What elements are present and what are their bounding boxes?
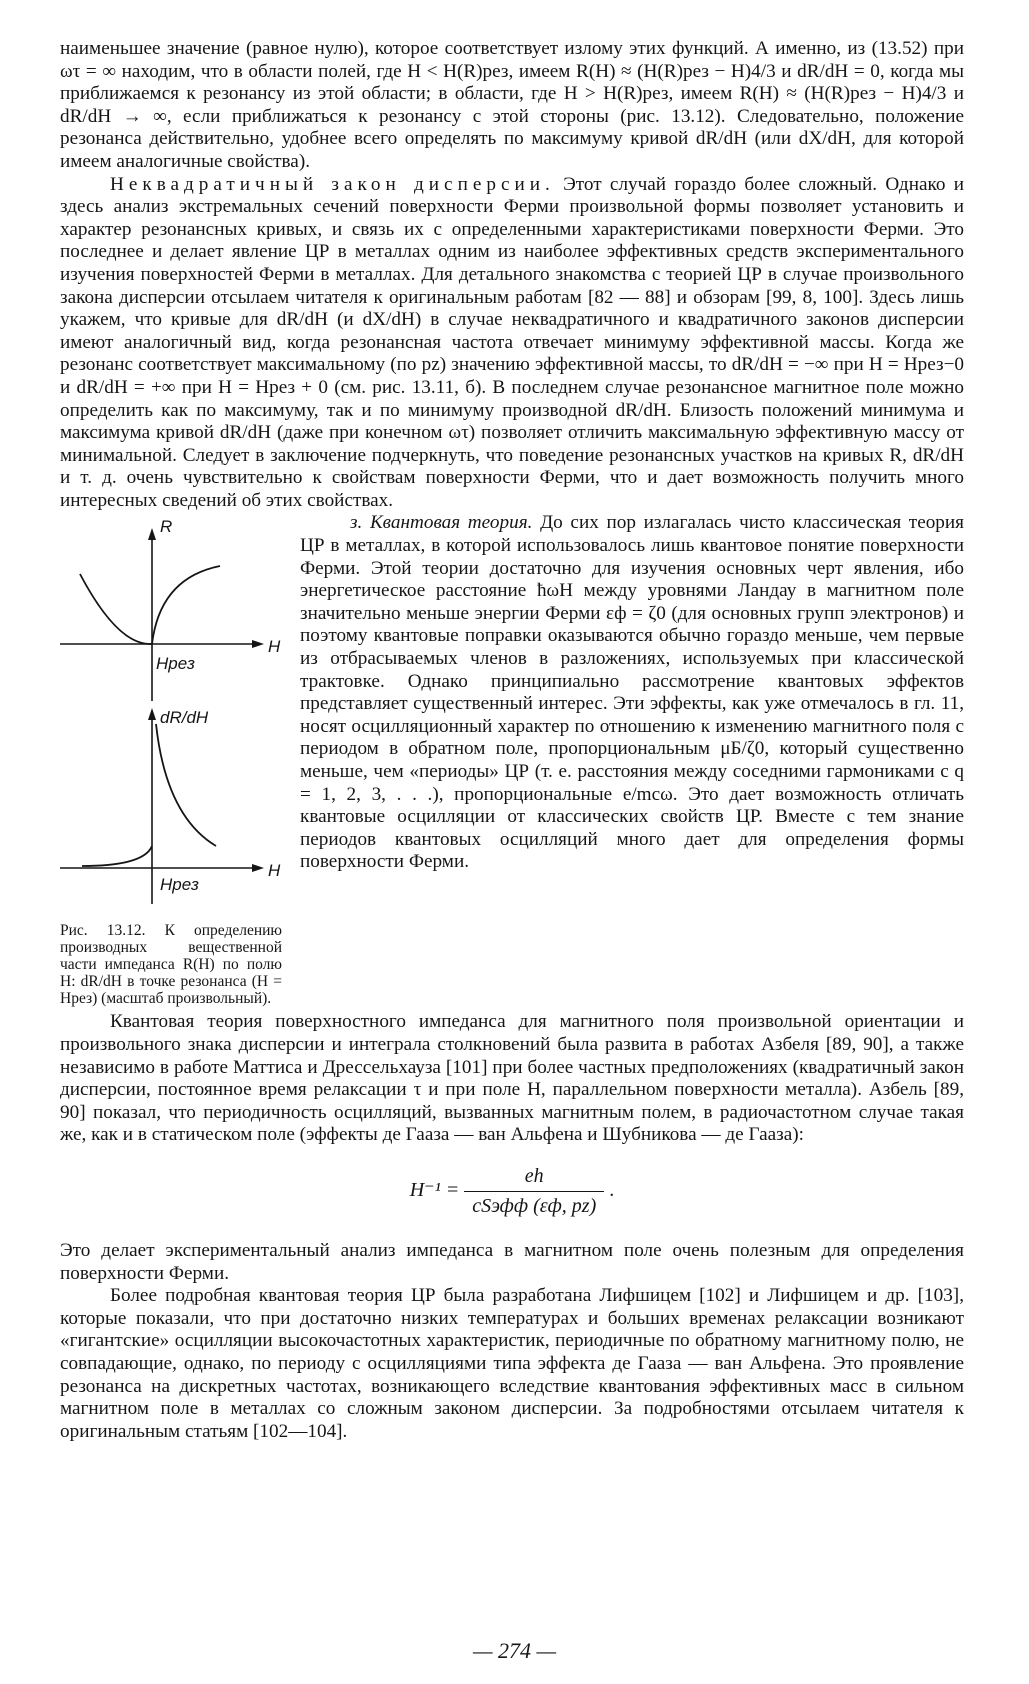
bottom-tick-label: Hрез	[160, 875, 199, 895]
bottom-x-label: H	[268, 861, 281, 881]
subsection-title: з. Квантовая теория.	[350, 512, 533, 534]
section-title: Неквадратичный закон дисперсии.	[110, 173, 555, 195]
formula-denominator: cSэфф (εф, pz)	[472, 1195, 597, 1218]
top-x-label: H	[268, 637, 281, 657]
formula-period-mark: .	[609, 1179, 615, 1202]
paragraph-intro: наименьшее значение (равное нулю), которое соответствует излому этих функций. А именно, из (13.52) при ωτ = ∞ находим, что в области полей, где H < H(R)рез, имеем R(H) ≈ (H(R)рез − H)4/3 и dR/dH = 0, когда мы приближаемся к резонансу из этой области; в области, где H > H(R)рез, имеем R(H) ≈ (H(R)рез − H)4/3 и dR/dH → ∞, если приближаться к резонансу с этой стороны (рис. 13.12). Следовательно, положение резонанса действительно, удобнее всего определять по максимуму кривой dR/dH (или dX/dH, для которой имеем аналогичные свойства).	[60, 38, 964, 172]
top-y-label: R	[160, 517, 173, 537]
top-y-arrow-icon	[148, 528, 156, 540]
paragraph-nonquadratic-text: Этот случай гораздо более сложный. Однако и здесь анализ экстремальных сечений поверхности Ферми произвольной формы позволяет установить и характер резонансных кривых, и связь их с определенными характеристиками поверхности Ферми. Это последнее и делает явление ЦР в металлах одним из наиболее эффективных средств экспериментального изучения поверхностей Ферми в металлах. Для детального знакомства с теорией ЦР в случае произвольного закона дисперсии отсылаем читателя к оригинальным работам [82 — 88] и обзорам [99, 8, 100]. Здесь лишь укажем, что кривые для dR/dH (и dX/dH) в случае неквадратичного и квадратичного законов дисперсии имеют аналогичный вид, когда резонансная частота отвечает минимуму эффективной массы. Когда же резонанс соответствует максимальному (по pz) значению эффективной массы, то dR/dH = −∞ при H = Hрез−0 и dR/dH = +∞ при H = Hрез + 0 (см. рис. 13.11, б). В последнем случае резонансное магнитное поле можно определить как по максимуму, так и по минимуму производной dR/dH. Близость положений минимума и максимума кривой dR/dH (даже при конечном ωτ) позволяет отличить максимальную эффективную массу от минимальной. Следует в заключение подчеркнуть, что поведение резонансных участков на кривых R, dR/dH и т. д. очень чувствительно к свойствам поверхности Ферми, что и дает возможность получить много интересных сведений об этих свойствах.	[60, 173, 964, 511]
page-number: — 274 —	[472, 1638, 557, 1663]
formula-lhs: H⁻¹ =	[409, 1179, 460, 1202]
graph-drdh	[60, 708, 281, 904]
top-curve-right	[152, 566, 220, 644]
bottom-y-arrow-icon	[148, 708, 156, 720]
figure-graphs	[60, 516, 282, 916]
figure-caption: Рис. 13.12. К определению производных вещественной части импеданса R(H) по полю H: dR/dH в точке резонанса (H = Hрез) (масштаб произвольный).	[60, 922, 282, 1008]
figure-13-12	[60, 516, 282, 1007]
bottom-y-label: dR/dH	[160, 708, 209, 728]
paragraph-after-formula: Это делает экспериментальный анализ импеданса в магнитном поле очень полезным для определения поверхности Ферми.	[60, 1240, 964, 1284]
formula-fraction	[464, 1165, 604, 1218]
paragraph-quantum-text: До сих пор излагалась чисто классическая теория ЦР в металлах, в которой использовалось лишь квантовое понятие поверхности Ферми. Этой теории достаточно для изучения основных черт явления, ибо энергетическое расстояние ħωH между уровнями Ландау в магнитном поле значительно меньше энергии Ферми εф = ζ0 (для основных групп электронов) и поэтому квантовые поправки оказываются обычно гораздо меньше, чем первые из отбрасываемых членов в разложениях, используемых при классической трактовке. Однако принципиально рассмотрение квантовых эффектов представляет существенный интерес. Эти эффекты, как уже отмечалось в гл. 11, носят осцилляционный характер по отношению к изменению магнитного поля с периодом в обратном поле, пропорциональным μБ/ζ0, который существенно меньше, чем «периоды» ЦР (т. е. расстояния между соседними гармониками с q = 1, 2, 3, . . .), пропорциональные e/mcω. Это дает возможность отличать квантовые осцилляции от классических свойств ЦР. Вместе с тем знание периодов квантовых осцилляций много дает для определения формы поверхности Ферми.	[300, 512, 964, 873]
top-x-arrow-icon	[252, 640, 264, 648]
formula-numerator: eh	[464, 1165, 604, 1192]
paragraph-azbel: Квантовая теория поверхностного импеданса для магнитного поля произвольной ориентации и произвольного знака дисперсии и интеграла столкновений была развита в работах Азбеля [89, 90], а также независимо в работе Маттиса и Дрессельхауза [101] при более частных предположениях (квадратичный закон дисперсии, постоянное время релаксации τ и при поле H, параллельном поверхности металла). Азбель [89, 90] показал, что периодичность осцилляций, вызванных магнитным полем, в радиочастотном случае такая же, как и в статическом поле (эффекты де Гааза — ван Альфена и Шубникова — де Гааза):	[60, 1011, 964, 1146]
bottom-curve-right	[156, 724, 216, 846]
formula-period	[60, 1165, 964, 1218]
paragraph-lifshitz: Более подробная квантовая теория ЦР была разработана Лифшицем [102] и Лифшицем и др. [103], которые показали, что при достаточно низких температурах и больших временах релаксации возникают «гигантские» осцилляции высокочастотных характеристик, периодичные по обратному магнитному полю, не совпадающие, однако, по периоду с осцилляциями типа эффекта де Гааза — ван Альфена. Это проявление резонанса на дискретных частотах, возникающего вследствие квантования эффективных масс в сильном магнитном поле в металлах со сложным законом дисперсии. За подробностями отсылаем читателя к оригинальным статьям [102—104].	[60, 1285, 964, 1442]
graph-r-of-h	[60, 517, 281, 701]
top-tick-label: Hрез	[156, 654, 195, 674]
page-body	[60, 38, 964, 1443]
bottom-curve-left	[82, 846, 152, 866]
bottom-x-arrow-icon	[252, 864, 264, 872]
top-curve-left	[80, 574, 152, 644]
paragraph-nonquadratic	[60, 174, 964, 513]
